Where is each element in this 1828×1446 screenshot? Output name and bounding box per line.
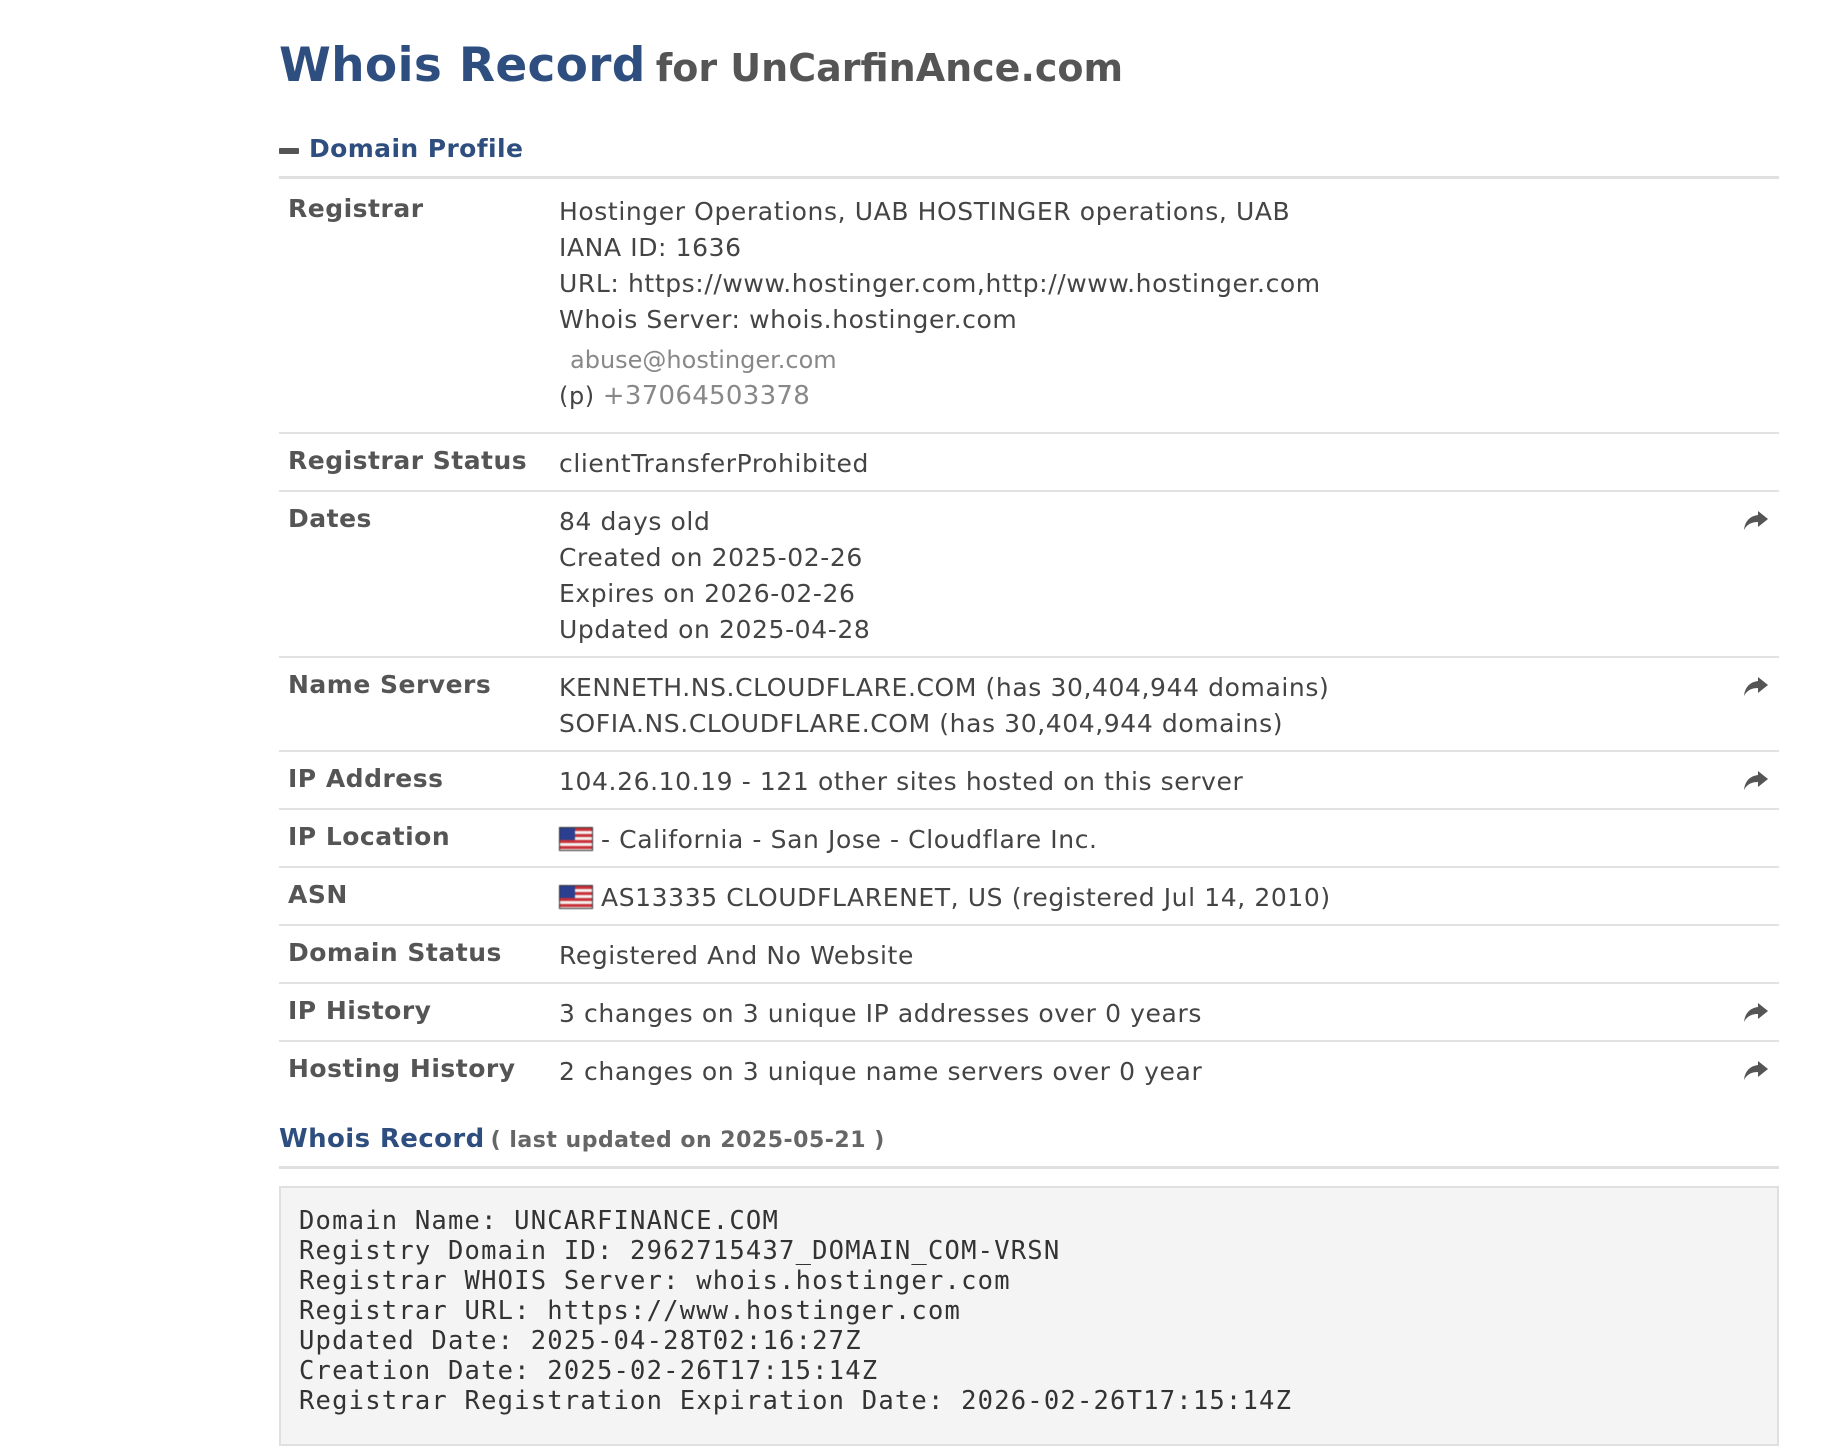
row-asn bbox=[279, 868, 1779, 926]
row-registrar-status bbox=[279, 434, 1779, 492]
raw-line: Registry Domain ID: 2962715437_DOMAIN_COM-VRSN bbox=[299, 1236, 1061, 1266]
page-title bbox=[279, 38, 1123, 93]
row-label: Hosting History bbox=[288, 1054, 516, 1083]
row-ip-location bbox=[279, 810, 1779, 868]
share-arrow-icon[interactable] bbox=[1743, 768, 1769, 792]
row-value bbox=[559, 658, 1779, 742]
ip-location-value: - California - San Jose - Cloudflare Inc. bbox=[601, 825, 1098, 854]
row-value bbox=[559, 868, 1779, 916]
row-label: IP History bbox=[288, 996, 432, 1025]
row-value bbox=[559, 752, 1779, 800]
raw-line: Domain Name: UNCARFINANCE.COM bbox=[299, 1206, 780, 1236]
ip-location-line bbox=[559, 822, 1779, 858]
row-value bbox=[559, 434, 1779, 482]
row-value bbox=[559, 926, 1779, 974]
row-ip-history bbox=[279, 984, 1779, 1042]
raw-whois-text bbox=[279, 1186, 1779, 1446]
us-flag-icon bbox=[559, 885, 593, 909]
expires-date: Expires on 2026-02-26 bbox=[559, 579, 856, 608]
row-ip-address bbox=[279, 752, 1779, 810]
row-label: Dates bbox=[288, 504, 372, 533]
row-value bbox=[559, 182, 1779, 414]
updated-date: Updated on 2025-04-28 bbox=[559, 615, 871, 644]
ip-address-value: 104.26.10.19 - 121 other sites hosted on this server bbox=[559, 767, 1244, 796]
minus-icon[interactable] bbox=[279, 148, 299, 154]
us-flag-icon bbox=[559, 827, 593, 851]
row-name-servers bbox=[279, 658, 1779, 752]
whois-record-header bbox=[279, 1124, 1779, 1169]
registrar-status-value: clientTransferProhibited bbox=[559, 449, 869, 478]
phone-row bbox=[559, 378, 1779, 414]
row-label: Name Servers bbox=[288, 670, 492, 699]
created-date: Created on 2025-02-26 bbox=[559, 543, 863, 572]
name-server-1: KENNETH.NS.CLOUDFLARE.COM (has 30,404,944 domains) bbox=[559, 673, 1330, 702]
share-arrow-icon[interactable] bbox=[1743, 1000, 1769, 1024]
row-value bbox=[559, 810, 1779, 858]
share-arrow-icon[interactable] bbox=[1743, 508, 1769, 532]
page-title-domain: for UnCarfinAnce.com bbox=[655, 46, 1124, 90]
whois-record-updated: ( last updated on 2025-05-21 ) bbox=[490, 1128, 885, 1153]
asn-line bbox=[559, 880, 1779, 916]
iana-id: IANA ID: 1636 bbox=[559, 233, 742, 262]
registrar-name: Hostinger Operations, UAB HOSTINGER operations, UAB bbox=[559, 197, 1291, 226]
raw-line: Updated Date: 2025-04-28T02:16:27Z bbox=[299, 1326, 862, 1356]
row-dates bbox=[279, 492, 1779, 658]
row-value bbox=[559, 984, 1779, 1032]
row-label: IP Location bbox=[288, 822, 451, 851]
raw-line: Creation Date: 2025-02-26T17:15:14Z bbox=[299, 1356, 879, 1386]
ip-history-value: 3 changes on 3 unique IP addresses over 0 years bbox=[559, 999, 1202, 1028]
domain-profile-table bbox=[279, 182, 1779, 1100]
whois-server: Whois Server: whois.hostinger.com bbox=[559, 305, 1018, 334]
share-arrow-icon[interactable] bbox=[1743, 674, 1769, 698]
hosting-history-value: 2 changes on 3 unique name servers over 0 year bbox=[559, 1057, 1203, 1086]
row-label: IP Address bbox=[288, 764, 444, 793]
domain-profile-title[interactable]: Domain Profile bbox=[309, 134, 524, 163]
row-label: Registrar Status bbox=[288, 446, 528, 475]
row-value bbox=[559, 1042, 1779, 1090]
name-server-2: SOFIA.NS.CLOUDFLARE.COM (has 30,404,944 domains) bbox=[559, 709, 1284, 738]
row-registrar bbox=[279, 182, 1779, 434]
row-value bbox=[559, 492, 1779, 648]
phone-image: +37064503378 bbox=[602, 381, 811, 411]
domain-profile-header[interactable] bbox=[279, 134, 1779, 179]
row-label: ASN bbox=[288, 880, 348, 909]
page-title-main: Whois Record bbox=[279, 38, 646, 93]
share-arrow-icon[interactable] bbox=[1743, 1058, 1769, 1082]
raw-line: Registrar Registration Expiration Date: 2026-02-26T17:15:14Z bbox=[299, 1386, 1293, 1416]
asn-value: AS13335 CLOUDFLARENET, US (registered Jul 14, 2010) bbox=[601, 883, 1331, 912]
domain-age: 84 days old bbox=[559, 507, 711, 536]
raw-line: Registrar URL: https://www.hostinger.com bbox=[299, 1296, 962, 1326]
phone-label: (p) bbox=[559, 382, 595, 410]
row-domain-status bbox=[279, 926, 1779, 984]
raw-line: Registrar WHOIS Server: whois.hostinger.com bbox=[299, 1266, 1011, 1296]
row-hosting-history bbox=[279, 1042, 1779, 1100]
whois-record-title: Whois Record bbox=[279, 1124, 485, 1154]
registrar-url: URL: https://www.hostinger.com,http://www.hostinger.com bbox=[559, 269, 1321, 298]
domain-status-value: Registered And No Website bbox=[559, 941, 914, 970]
row-label: Domain Status bbox=[288, 938, 502, 967]
row-label: Registrar bbox=[288, 194, 424, 223]
abuse-email-image: abuse@hostinger.com bbox=[570, 346, 837, 374]
